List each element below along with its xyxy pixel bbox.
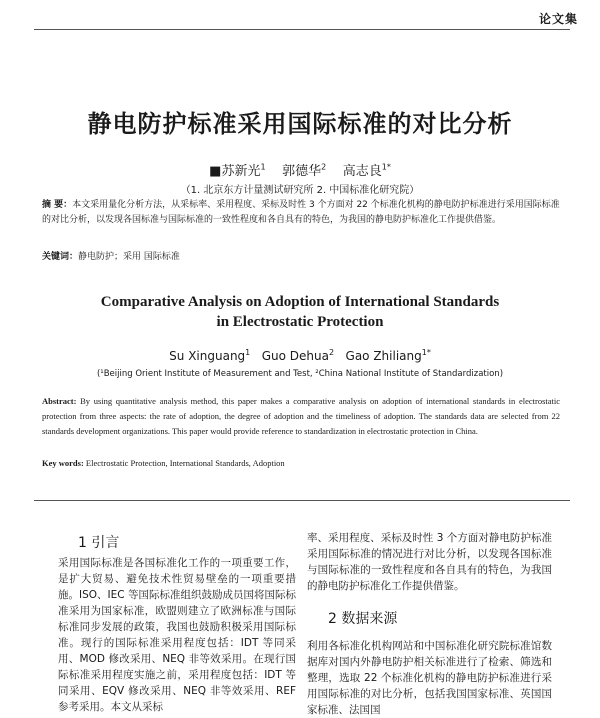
en-author-name: Guo Dehua: [261, 349, 329, 363]
en-abstract-text: By using quantitative analysis method, this paper makes a comparative analysis on adoption of international standards in electrostatic protection from three aspects: the rate of adoption, the degree of adoption and the timeliness of adoption. The standards data are selected from 22 standards development organizations. This paper would provide reference to standardization in electrostatic protection in China.: [42, 396, 561, 436]
en-title: [0, 292, 600, 332]
cn-keywords-text: 静电防护；采用 国际标准: [78, 252, 180, 262]
cn-abstract: [42, 198, 562, 228]
en-keywords-label: Key words:: [42, 458, 84, 468]
cn-author-sup: 2: [321, 162, 327, 172]
section-1-heading: 1 引言: [78, 535, 120, 551]
cn-author-name: 郭德华: [282, 164, 322, 179]
en-author-name: Gao Zhiliang: [345, 349, 422, 363]
body-divider: [34, 500, 570, 501]
cn-author-sup: 1*: [381, 162, 391, 172]
header-rule: [34, 29, 570, 30]
en-abstract: [42, 394, 560, 439]
section-1-text: 采用国际标准是各国标准化工作的一项重要工作，是扩大贸易、避免技术性贸易壁垒的一项重要措施。ISO、IEC 等国际标准组织鼓励成员国将国际标准采用为国家标准，欧盟则建立了欧洲标准与国际标准同步发展的政策，我国也鼓励积极采用国际标准。现行的国际标准采用程度包括：IDT 等同采用、MOD 修改采用、NEQ 非等效采用。在现行国际标准采用程度实施之前，采用程度包括：IDT 等同采用、EQV 修改采用、NEQ 非等效采用、REF 参考采用。本文从采标: [58, 557, 296, 713]
cn-author-name: ■苏新光: [209, 164, 261, 179]
section-tag: 论文集: [538, 12, 578, 26]
en-abstract-label: Abstract:: [42, 396, 77, 406]
cn-authors: [0, 160, 600, 179]
cn-keywords: [42, 249, 562, 262]
cn-keywords-label: 关键词：: [42, 252, 79, 262]
cn-abstract-text: 本文采用量化分析方法，从采标率、采用程度、采标及时性 3 个方面对 22 个标准化机构的静电防护标准进行采用国际标准的对比分析，以发现各国标准与国际标准的一致性程度和各自具有的特色，为我国的静电防护标准化工作提供借鉴。: [42, 200, 560, 225]
cn-affiliations: （1. 北京东方计量测试研究所 2. 中国标准化研究院）: [180, 185, 420, 196]
section-1-continued-text: 率、采用程度、采标及时性 3 个方面对静电防护标准采用国际标准的情况进行对比分析，以发现各国标准与国际标准的一致性程度和各自具有的特色，为我国的静电防护标准化工作提供借鉴。: [307, 532, 552, 592]
section-2-heading: 2 数据来源: [328, 611, 398, 627]
en-title-line: Comparative Analysis on Adoption of International Standards: [100, 294, 500, 310]
en-title-line: in Electrostatic Protection: [216, 314, 384, 330]
en-author-sup: 1*: [421, 348, 431, 357]
en-keywords-text: Electrostatic Protection, International Standards, Adoption: [85, 458, 285, 468]
en-author-name: Su Xinguang: [169, 349, 246, 363]
en-affiliations: (¹Beijing Orient Institute of Measurement and Test, ²China National Institute of Standardization): [96, 369, 504, 379]
en-authors: [0, 348, 600, 363]
cn-author-sup: 1: [260, 162, 266, 172]
en-author-sup: 2: [328, 348, 335, 357]
section-2-text: 利用各标准化机构网站和中国标准化研究院标准馆数据库对国内外静电防护相关标准进行了检索、筛选和整理，选取 22 个标准化机构的静电防护标准进行采用国际标准的对比分析，包括我国国家标准、英国国家标准、法国国: [307, 640, 552, 716]
en-author-sup: 1: [245, 348, 251, 357]
cn-abstract-label: 摘 要：: [42, 200, 73, 210]
cn-author-name: 高志良: [342, 164, 382, 179]
cn-title: 静电防护标准采用国际标准的对比分析: [87, 110, 513, 138]
en-keywords: [42, 458, 560, 468]
